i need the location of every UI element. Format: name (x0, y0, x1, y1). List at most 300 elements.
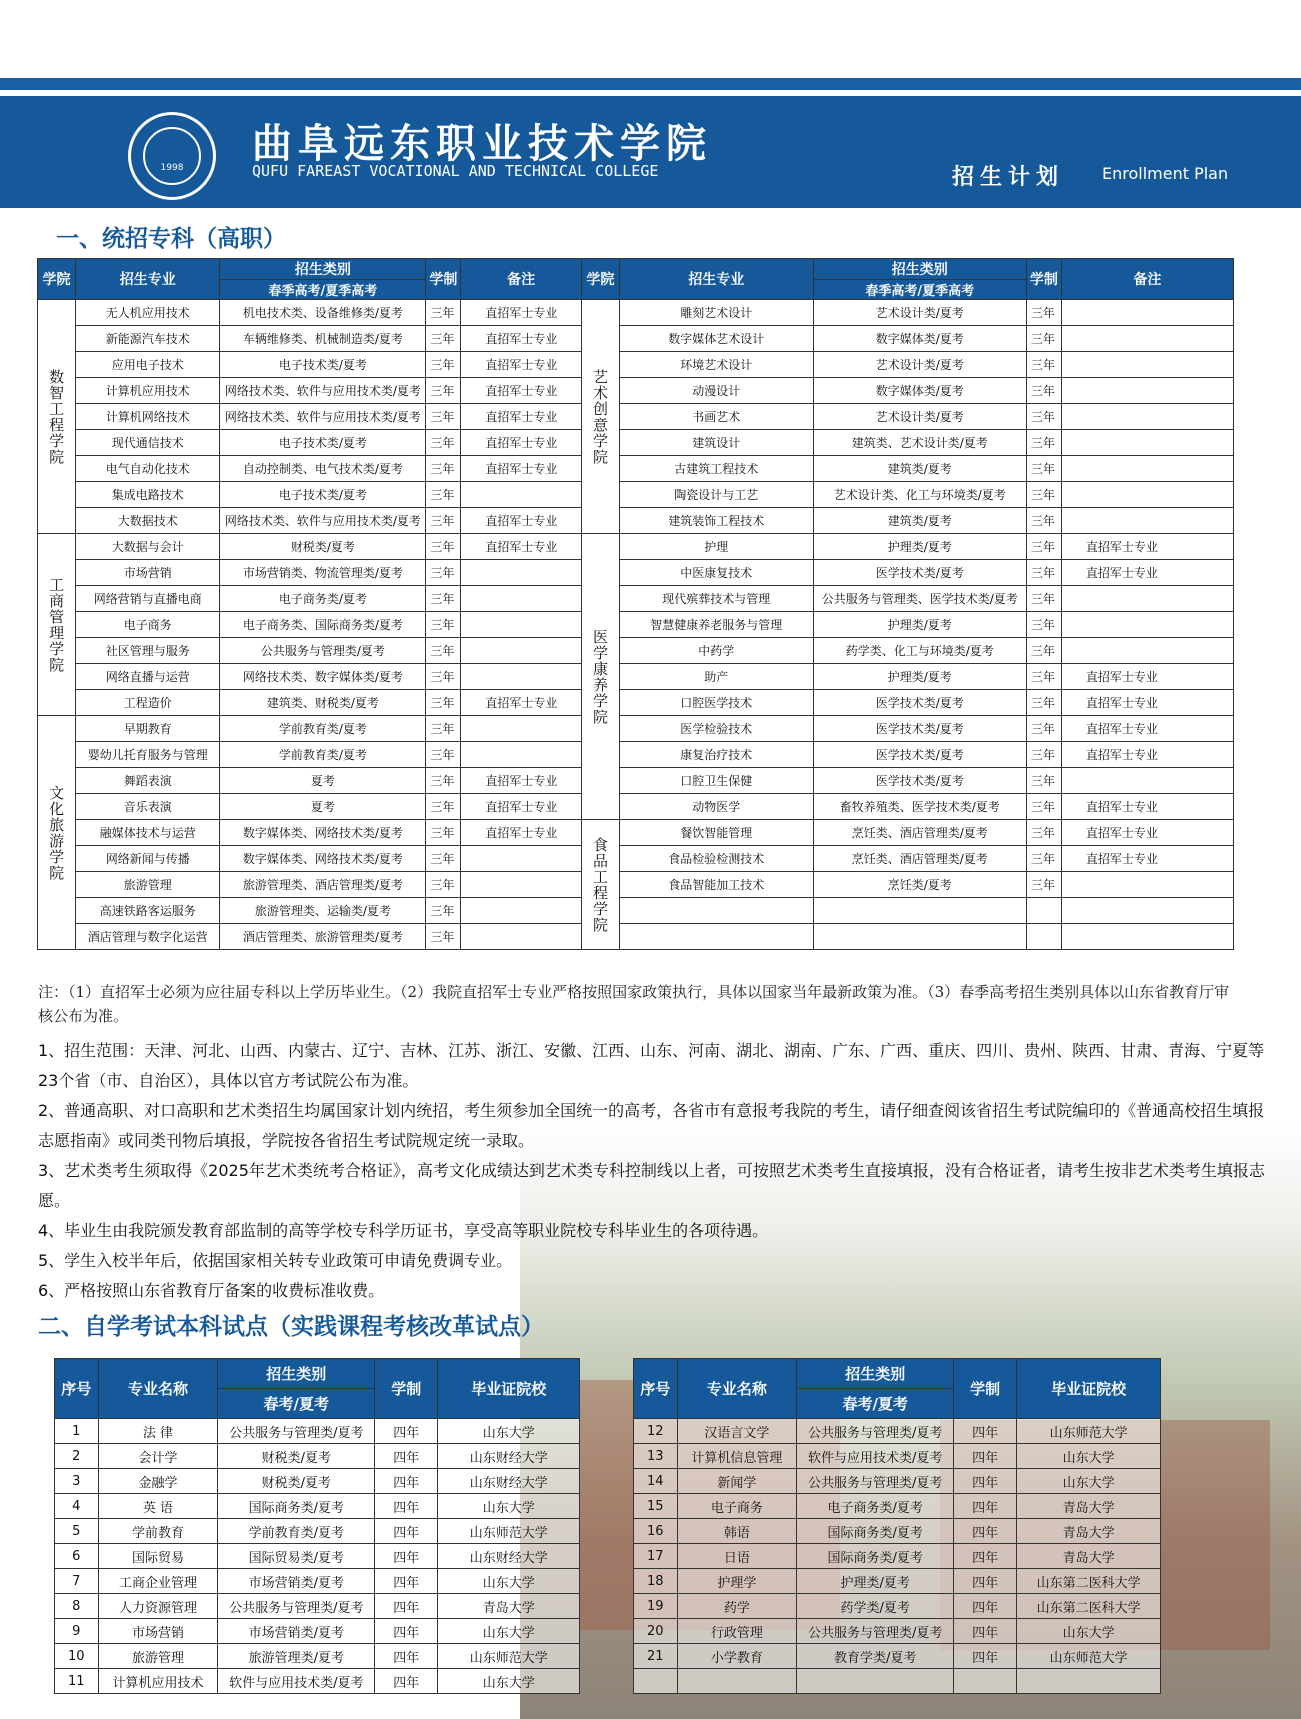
table-row (634, 1519, 1161, 1544)
category-cell: 医学技术类/夏考 (813, 690, 1026, 716)
years-cell: 三年 (1026, 742, 1061, 768)
major-name: 环境艺术设计 (619, 352, 813, 378)
school-cell: 山东师范大学 (1017, 1419, 1161, 1444)
major-name: 旅游管理 (98, 1644, 218, 1669)
major-name: 金融学 (98, 1469, 218, 1494)
table-row (55, 1594, 580, 1619)
empty-cell (1061, 898, 1233, 924)
category-cell: 电子技术类/夏考 (220, 352, 426, 378)
years-cell: 三年 (1026, 846, 1061, 872)
school-cell: 青岛大学 (1017, 1519, 1161, 1544)
major-name: 建筑设计 (619, 430, 813, 456)
rule-item: 6、严格按照山东省教育厅备案的收费标准收费。 (38, 1281, 385, 1300)
note-cell: 直招军士专业 (1061, 742, 1233, 768)
years-cell: 三年 (1026, 560, 1061, 586)
category-cell: 公共服务与管理类/夏考 (218, 1419, 375, 1444)
table-row (55, 1494, 580, 1519)
major-name: 古建筑工程技术 (619, 456, 813, 482)
major-name: 中医康复技术 (619, 560, 813, 586)
category-cell: 酒店管理类、旅游管理类/夏考 (220, 924, 426, 950)
note-cell (461, 664, 582, 690)
note-cell (1061, 482, 1233, 508)
note-cell (1061, 326, 1233, 352)
category-cell: 护理类/夏考 (797, 1569, 954, 1594)
major-name: 中药学 (619, 638, 813, 664)
years-cell: 四年 (375, 1419, 438, 1444)
school-cell: 山东第二医科大学 (1017, 1569, 1161, 1594)
category-cell: 医学技术类/夏考 (813, 768, 1026, 794)
years-cell: 四年 (954, 1569, 1017, 1594)
row-number: 14 (634, 1469, 678, 1494)
major-name: 助产 (619, 664, 813, 690)
row-number: 6 (55, 1544, 99, 1569)
empty-cell (1026, 898, 1061, 924)
table-row (55, 1544, 580, 1569)
major-name: 数字媒体艺术设计 (619, 326, 813, 352)
note-cell: 直招军士专业 (461, 352, 582, 378)
row-number: 8 (55, 1594, 99, 1619)
table-row (55, 1644, 580, 1669)
note-cell (461, 638, 582, 664)
school-cell (1017, 1669, 1161, 1694)
note-cell: 直招军士专业 (1061, 716, 1233, 742)
major-name: 汉语言文学 (677, 1419, 797, 1444)
category-cell: 护理类/夏考 (813, 612, 1026, 638)
table-row (55, 1444, 580, 1469)
major-name: 国际贸易 (98, 1544, 218, 1569)
note-cell (461, 482, 582, 508)
years-cell: 三年 (1026, 430, 1061, 456)
enrollment-rules (38, 1036, 1268, 1306)
row-number: 3 (55, 1469, 99, 1494)
header-category-sub: 春季高考/夏季高考 (813, 280, 1026, 300)
school-cell: 山东财经大学 (438, 1544, 580, 1569)
category-cell: 旅游管理类/夏考 (218, 1644, 375, 1669)
enrollment-table (37, 258, 1234, 950)
table-row (55, 1619, 580, 1644)
category-cell: 艺术设计类、化工与环境类/夏考 (813, 482, 1026, 508)
header-years: 学制 (954, 1359, 1017, 1419)
category-cell: 烹饪类、酒店管理类/夏考 (813, 820, 1026, 846)
category-cell: 财税类/夏考 (218, 1444, 375, 1469)
note-cell: 直招军士专业 (461, 534, 582, 560)
category-cell: 烹饪类/夏考 (813, 872, 1026, 898)
major-name: 书画艺术 (619, 404, 813, 430)
college-name-cn: 曲阜远东职业技术学院 (252, 120, 712, 167)
row-number: 4 (55, 1494, 99, 1519)
years-cell: 三年 (426, 898, 461, 924)
years-cell: 三年 (1026, 482, 1061, 508)
note-cell (1061, 378, 1233, 404)
category-cell: 艺术设计类/夏考 (813, 352, 1026, 378)
years-cell: 三年 (1026, 300, 1061, 326)
major-name: 应用电子技术 (76, 352, 220, 378)
years-cell: 三年 (426, 378, 461, 404)
table-row (634, 1669, 1161, 1694)
table-row (634, 1569, 1161, 1594)
major-name: 餐饮智能管理 (619, 820, 813, 846)
major-name: 食品检验检测技术 (619, 846, 813, 872)
category-cell: 公共服务与管理类/夏考 (797, 1619, 954, 1644)
years-cell: 三年 (1026, 456, 1061, 482)
college-logo (128, 112, 216, 200)
major-name: 早期教育 (76, 716, 220, 742)
header-no: 序号 (634, 1359, 678, 1419)
years-cell: 四年 (954, 1594, 1017, 1619)
major-name: 药学 (677, 1594, 797, 1619)
category-cell: 建筑类、财税类/夏考 (220, 690, 426, 716)
note-cell (461, 586, 582, 612)
category-cell: 畜牧养殖类、医学技术类/夏考 (813, 794, 1026, 820)
years-cell: 三年 (1026, 612, 1061, 638)
self-study-table-right (633, 1358, 1161, 1694)
category-cell: 电子商务类/夏考 (220, 586, 426, 612)
school-cell: 山东大学 (438, 1419, 580, 1444)
major-name: 社区管理与服务 (76, 638, 220, 664)
category-cell: 护理类/夏考 (813, 534, 1026, 560)
note-cell (461, 924, 582, 950)
major-name: 舞蹈表演 (76, 768, 220, 794)
years-cell: 三年 (1026, 534, 1061, 560)
row-number: 9 (55, 1619, 99, 1644)
category-cell: 数字媒体类/夏考 (813, 378, 1026, 404)
category-cell: 数字媒体类/夏考 (813, 326, 1026, 352)
years-cell: 三年 (426, 924, 461, 950)
category-cell: 国际商务类/夏考 (797, 1544, 954, 1569)
logo-ring (143, 127, 201, 185)
note-cell (461, 560, 582, 586)
years-cell (954, 1669, 1017, 1694)
category-cell: 数字媒体类、网络技术类/夏考 (220, 820, 426, 846)
major-name: 学前教育 (98, 1519, 218, 1544)
major-name: 集成电路技术 (76, 482, 220, 508)
major-name: 大数据技术 (76, 508, 220, 534)
major-name: 食品智能加工技术 (619, 872, 813, 898)
years-cell: 三年 (426, 716, 461, 742)
plan-title-cn: 招生计划 (952, 165, 1065, 190)
header-note: 备注 (461, 259, 582, 300)
note-cell (1061, 638, 1233, 664)
table-row (634, 1594, 1161, 1619)
category-cell: 软件与应用技术类/夏考 (797, 1444, 954, 1469)
years-cell: 四年 (375, 1644, 438, 1669)
major-name: 口腔医学技术 (619, 690, 813, 716)
major-name: 建筑装饰工程技术 (619, 508, 813, 534)
years-cell: 四年 (954, 1444, 1017, 1469)
note-cell: 直招军士专业 (1061, 820, 1233, 846)
note-cell (1061, 404, 1233, 430)
years-cell: 三年 (1026, 378, 1061, 404)
row-number: 18 (634, 1569, 678, 1594)
major-name: 电气自动化技术 (76, 456, 220, 482)
years-cell: 三年 (426, 742, 461, 768)
category-cell: 建筑类/夏考 (813, 456, 1026, 482)
years-cell: 四年 (954, 1544, 1017, 1569)
rule-item: 5、学生入校半年后，依据国家相关转专业政策可申请免费调专业。 (38, 1251, 513, 1270)
years-cell: 三年 (426, 664, 461, 690)
category-cell: 学前教育类/夏考 (220, 716, 426, 742)
years-cell: 三年 (426, 404, 461, 430)
years-cell: 四年 (954, 1519, 1017, 1544)
school-cell: 山东师范大学 (438, 1644, 580, 1669)
row-number: 17 (634, 1544, 678, 1569)
years-cell: 三年 (1026, 820, 1061, 846)
years-cell: 四年 (375, 1594, 438, 1619)
category-cell: 市场营销类、物流管理类/夏考 (220, 560, 426, 586)
category-cell: 学前教育类/夏考 (218, 1519, 375, 1544)
school-cell: 山东大学 (1017, 1619, 1161, 1644)
school-cell: 山东大学 (1017, 1469, 1161, 1494)
years-cell: 三年 (426, 612, 461, 638)
category-cell: 公共服务与管理类/夏考 (220, 638, 426, 664)
years-cell: 三年 (1026, 638, 1061, 664)
note-cell (1061, 430, 1233, 456)
years-cell: 三年 (1026, 352, 1061, 378)
header-note: 备注 (1061, 259, 1233, 300)
years-cell: 三年 (426, 638, 461, 664)
major-name: 小学教育 (677, 1644, 797, 1669)
major-name: 电子商务 (677, 1494, 797, 1519)
major-name: 护理学 (677, 1569, 797, 1594)
note-cell (461, 846, 582, 872)
major-name: 市场营销 (76, 560, 220, 586)
years-cell: 三年 (1026, 716, 1061, 742)
category-cell: 软件与应用技术类/夏考 (218, 1669, 375, 1694)
major-name: 韩语 (677, 1519, 797, 1544)
category-cell: 建筑类、艺术设计类/夏考 (813, 430, 1026, 456)
years-cell: 三年 (426, 560, 461, 586)
school-cell: 山东第二医科大学 (1017, 1594, 1161, 1619)
note-cell: 直招军士专业 (461, 456, 582, 482)
note-cell: 直招军士专业 (461, 820, 582, 846)
category-cell: 学前教育类/夏考 (220, 742, 426, 768)
note-cell: 直招军士专业 (1061, 560, 1233, 586)
major-name: 新闻学 (677, 1469, 797, 1494)
major-name: 酒店管理与数字化运营 (76, 924, 220, 950)
years-cell: 三年 (426, 534, 461, 560)
years-cell: 四年 (375, 1494, 438, 1519)
major-name: 现代殡葬技术与管理 (619, 586, 813, 612)
years-cell: 四年 (375, 1569, 438, 1594)
row-number: 16 (634, 1519, 678, 1544)
category-cell: 艺术设计类/夏考 (813, 404, 1026, 430)
row-number: 12 (634, 1419, 678, 1444)
years-cell: 三年 (426, 352, 461, 378)
category-cell: 国际商务类/夏考 (218, 1494, 375, 1519)
plan-title-en: Enrollment Plan (1102, 164, 1229, 183)
major-name: 高速铁路客运服务 (76, 898, 220, 924)
category-cell: 公共服务与管理类/夏考 (797, 1419, 954, 1444)
years-cell: 三年 (1026, 508, 1061, 534)
years-cell: 三年 (426, 456, 461, 482)
major-name (677, 1669, 797, 1694)
major-name: 工商企业管理 (98, 1569, 218, 1594)
row-number: 7 (55, 1569, 99, 1594)
row-number: 13 (634, 1444, 678, 1469)
years-cell: 三年 (426, 508, 461, 534)
note-cell: 直招军士专业 (461, 326, 582, 352)
row-number: 5 (55, 1519, 99, 1544)
note-cell: 直招军士专业 (1061, 664, 1233, 690)
row-number: 2 (55, 1444, 99, 1469)
category-cell: 自动控制类、电气技术类/夏考 (220, 456, 426, 482)
note-cell (1061, 352, 1233, 378)
category-cell: 电子商务类、国际商务类/夏考 (220, 612, 426, 638)
major-name: 口腔卫生保健 (619, 768, 813, 794)
major-name: 工程造价 (76, 690, 220, 716)
major-name: 人力资源管理 (98, 1594, 218, 1619)
major-name: 法 律 (98, 1419, 218, 1444)
header-school: 学院 (38, 259, 76, 300)
years-cell: 三年 (1026, 404, 1061, 430)
header-major: 招生专业 (619, 259, 813, 300)
years-cell: 三年 (426, 846, 461, 872)
school-name: 艺术创意学院 (581, 300, 619, 534)
school-name: 医学康养学院 (581, 534, 619, 820)
section2-title: 二、自学考试本科试点（实践课程考核改革试点） (38, 1314, 544, 1340)
header-school: 毕业证院校 (1017, 1359, 1161, 1419)
category-cell: 财税类/夏考 (220, 534, 426, 560)
years-cell: 三年 (426, 430, 461, 456)
years-cell: 四年 (375, 1469, 438, 1494)
major-name: 英 语 (98, 1494, 218, 1519)
category-cell: 旅游管理类、酒店管理类/夏考 (220, 872, 426, 898)
school-cell: 山东财经大学 (438, 1469, 580, 1494)
table-row (55, 1469, 580, 1494)
school-cell: 山东大学 (1017, 1444, 1161, 1469)
school-cell: 山东大学 (438, 1569, 580, 1594)
row-number: 20 (634, 1619, 678, 1644)
years-cell: 三年 (426, 872, 461, 898)
table-row (634, 1644, 1161, 1669)
category-cell: 建筑类/夏考 (813, 508, 1026, 534)
note-cell: 直招军士专业 (1061, 690, 1233, 716)
category-cell (797, 1669, 954, 1694)
years-cell: 三年 (1026, 768, 1061, 794)
note-cell (461, 872, 582, 898)
major-name: 计算机信息管理 (677, 1444, 797, 1469)
logo-year: 1998 (160, 163, 184, 173)
category-cell: 艺术设计类/夏考 (813, 300, 1026, 326)
top-stripe (0, 78, 1301, 90)
note-cell: 直招军士专业 (461, 690, 582, 716)
years-cell: 三年 (426, 586, 461, 612)
header-school: 毕业证院校 (438, 1359, 580, 1419)
rule-item: 1、招生范围：天津、河北、山西、内蒙古、辽宁、吉林、江苏、浙江、安徽、江西、山东、河南、湖北、湖南、广东、广西、重庆、四川、贵州、陕西、甘肃、青海、宁夏等23个省（市、自治区），具体以官方考试院公布为准。 (38, 1041, 1265, 1090)
header-category-sub: 春考/夏考 (797, 1389, 954, 1419)
major-name: 新能源汽车技术 (76, 326, 220, 352)
empty-cell (1061, 924, 1233, 950)
major-name: 现代通信技术 (76, 430, 220, 456)
years-cell: 四年 (954, 1419, 1017, 1444)
years-cell: 三年 (426, 326, 461, 352)
years-cell: 四年 (954, 1644, 1017, 1669)
category-cell: 教育学类/夏考 (797, 1644, 954, 1669)
note-cell: 直招军士专业 (1061, 534, 1233, 560)
category-cell: 国际贸易类/夏考 (218, 1544, 375, 1569)
major-name: 会计学 (98, 1444, 218, 1469)
school-cell: 青岛大学 (1017, 1544, 1161, 1569)
table-row (55, 1419, 580, 1444)
category-cell: 公共服务与管理类、医学技术类/夏考 (813, 586, 1026, 612)
major-name: 电子商务 (76, 612, 220, 638)
rule-item: 4、毕业生由我院颁发教育部监制的高等学校专科学历证书，享受高等职业院校专科毕业生的各项待遇。 (38, 1221, 769, 1240)
years-cell: 三年 (426, 300, 461, 326)
school-name: 数智工程学院 (38, 300, 76, 534)
school-name: 食品工程学院 (581, 820, 619, 950)
years-cell: 四年 (954, 1494, 1017, 1519)
category-cell: 护理类/夏考 (813, 664, 1026, 690)
category-cell: 医学技术类/夏考 (813, 716, 1026, 742)
years-cell: 三年 (1026, 586, 1061, 612)
major-name: 医学检验技术 (619, 716, 813, 742)
school-cell: 山东师范大学 (1017, 1644, 1161, 1669)
header-category: 招生类别 (218, 1359, 375, 1389)
note-cell (461, 742, 582, 768)
table-row (55, 1569, 580, 1594)
category-cell: 医学技术类/夏考 (813, 560, 1026, 586)
self-study-table-left (54, 1358, 580, 1694)
school-cell: 山东大学 (438, 1494, 580, 1519)
major-name: 计算机应用技术 (98, 1669, 218, 1694)
school-name: 文化旅游学院 (38, 716, 76, 950)
empty-cell (619, 924, 813, 950)
note-cell (1061, 612, 1233, 638)
header-major: 专业名称 (98, 1359, 218, 1419)
category-cell: 电子商务类/夏考 (797, 1494, 954, 1519)
table-row (634, 1469, 1161, 1494)
row-number: 19 (634, 1594, 678, 1619)
major-name: 市场营销 (98, 1619, 218, 1644)
row-number (634, 1669, 678, 1694)
category-cell: 夏考 (220, 794, 426, 820)
category-cell: 网络技术类、软件与应用技术类/夏考 (220, 378, 426, 404)
note-cell (1061, 508, 1233, 534)
years-cell: 三年 (426, 794, 461, 820)
note-cell (461, 716, 582, 742)
row-number: 15 (634, 1494, 678, 1519)
major-name: 融媒体技术与运营 (76, 820, 220, 846)
header-category-sub: 春考/夏考 (218, 1389, 375, 1419)
years-cell: 三年 (426, 482, 461, 508)
major-name: 雕刻艺术设计 (619, 300, 813, 326)
note-cell: 直招军士专业 (1061, 794, 1233, 820)
header-school: 学院 (581, 259, 619, 300)
major-name: 计算机网络技术 (76, 404, 220, 430)
category-cell: 公共服务与管理类/夏考 (218, 1594, 375, 1619)
note-cell: 直招军士专业 (461, 794, 582, 820)
category-cell: 药学类、化工与环境类/夏考 (813, 638, 1026, 664)
category-cell: 网络技术类、数字媒体类/夏考 (220, 664, 426, 690)
category-cell: 医学技术类/夏考 (813, 742, 1026, 768)
category-cell: 电子技术类/夏考 (220, 482, 426, 508)
note-cell: 直招军士专业 (461, 378, 582, 404)
note-cell: 直招军士专业 (461, 508, 582, 534)
years-cell: 三年 (426, 690, 461, 716)
major-name: 计算机应用技术 (76, 378, 220, 404)
years-cell: 三年 (1026, 326, 1061, 352)
category-cell: 市场营销类/夏考 (218, 1619, 375, 1644)
empty-cell (813, 898, 1026, 924)
header-category: 招生类别 (220, 259, 426, 280)
major-name: 动漫设计 (619, 378, 813, 404)
empty-cell (619, 898, 813, 924)
category-cell: 旅游管理类、运输类/夏考 (220, 898, 426, 924)
category-cell: 公共服务与管理类/夏考 (797, 1469, 954, 1494)
note-cell (1061, 872, 1233, 898)
header-no: 序号 (55, 1359, 99, 1419)
category-cell: 数字媒体类、网络技术类/夏考 (220, 846, 426, 872)
